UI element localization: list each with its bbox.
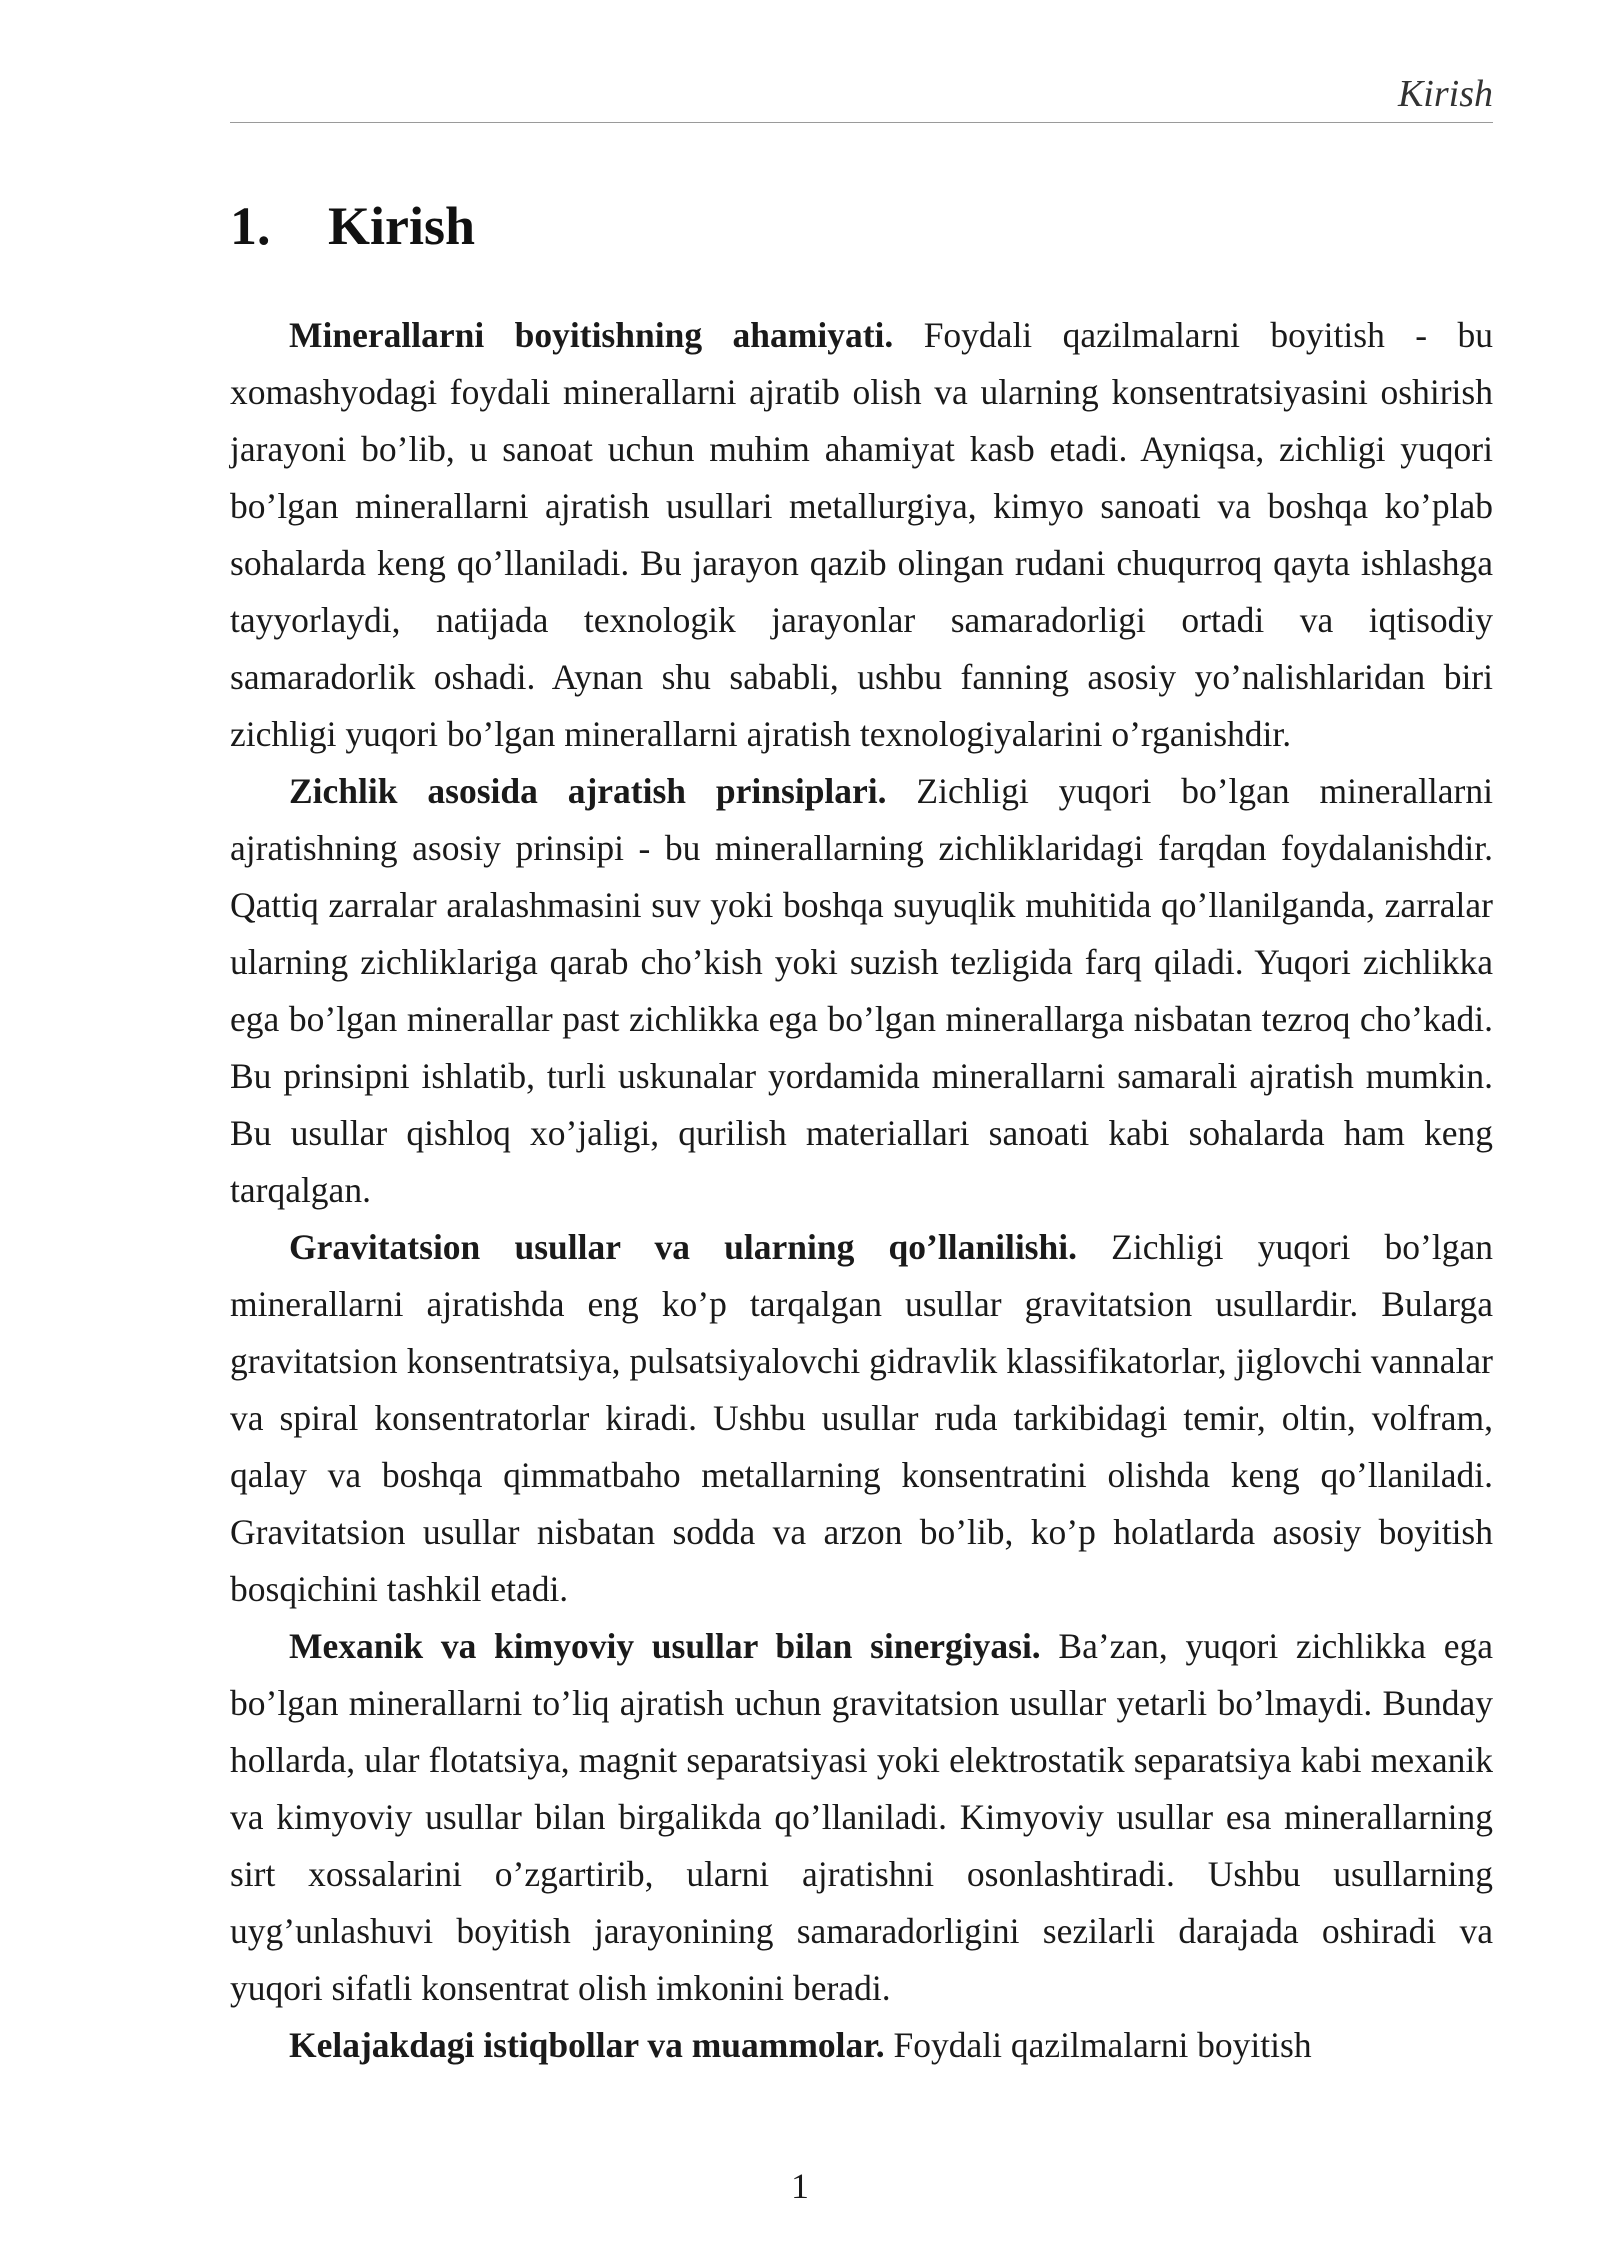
paragraph-density-principles [230,763,1493,1219]
paragraph-lead: Zichlik asosida ajratish prinsiplari. [289,771,887,811]
paragraph-lead: Mexanik va kimyoviy usullar bilan sinergiyasi. [289,1626,1041,1666]
paragraph-text: Foydali qazilmalarni boyitish - bu xomashyodagi foydali minerallarni ajratib olish va ularning konsentratsiyasini oshirish jarayoni bo’lib, u sanoat uchun muhim ahamiyat kasb etadi. Ayniqsa, zichligi yuqori bo’lgan minerallarni ajratish usullari metallurgiya, kimyo sanoati va boshqa ko’plab sohalarda keng qo’llaniladi. Bu jarayon qazib olingan rudani chuqurroq qayta ishlashga tayyorlaydi, natijada texnologik jarayonlar samaradorligi ortadi va iqtisodiy samaradorlik oshadi. Aynan shu sababli, ushbu fanning asosiy yo’nalishlaridan biri zichligi yuqori bo’lgan minerallarni ajratish texnologiyalarini o’rganishdir. [230,315,1494,754]
paragraph-lead: Kelajakdagi istiqbollar va muammolar. [289,2025,885,2065]
paragraph-importance [230,307,1493,763]
running-header: Kirish [1397,73,1493,115]
paragraph-lead: Minerallarni boyitishning ahamiyati. [289,315,894,355]
paragraph-synergy [230,1618,1493,2017]
paragraph-gravity-methods [230,1219,1493,1618]
body-text [230,307,1493,2074]
paragraph-text: Zichligi yuqori bo’lgan minerallarni ajratishning asosiy prinsipi - bu minerallarning zichliklaridagi farqdan foydalanishdir. Qattiq zarralar aralashmasini suv yoki boshqa suyuqlik muhitida qo’llanilganda, zarralar ularning zichliklariga qarab cho’kish yoki suzish tezligida farq qiladi. Yuqori zichlikka ega bo’lgan minerallar past zichlikka ega bo’lgan minerallarga nisbatan tezroq cho’kadi. Bu prinsipni ishlatib, turli uskunalar yordamida minerallarni samarali ajratish mumkin. Bu usullar qishloq xo’jaligi, qurilish materiallari sanoati kabi sohalarda ham keng tarqalgan. [230,771,1493,1210]
paragraph-text: Ba’zan, yuqori zichlikka ega bo’lgan minerallarni to’liq ajratish uchun gravitatsion usullar yetarli bo’lmaydi. Bunday hollarda, ular flotatsiya, magnit separatsiyasi yoki elektrostatik separatsiya kabi mexanik va kimyoviy usullar bilan birgalikda qo’llaniladi. Kimyoviy usullar esa minerallarning sirt xossalarini o’zgartirib, ularni ajratishni osonlashtiradi. Ushbu usullarning uyg’unlashuvi boyitish jarayonining samaradorligini sezilarli darajada oshiradi va yuqori sifatli konsentrat olish imkonini beradi. [230,1626,1493,2008]
chapter-number: 1. [230,196,271,256]
page-number: 1 [791,2166,809,2206]
paragraph-future [230,2017,1493,2074]
chapter-title-text: Kirish [328,196,476,256]
header-divider [230,122,1493,123]
paragraph-lead: Gravitatsion usullar va ularning qo’llanilishi. [289,1227,1077,1267]
chapter-title [230,195,475,257]
paragraph-text: Zichligi yuqori bo’lgan minerallarni ajratishda eng ko’p tarqalgan usullar gravitatsion usullardir. Bularga gravitatsion konsentratsiya, pulsatsiyalovchi gidravlik klassifikatorlar, jiglovchi vannalar va spiral konsentratorlar kiradi. Ushbu usullar ruda tarkibidagi temir, oltin, volfram, qalay va boshqa qimmatbaho metallarning konsentratini olishda keng qo’llaniladi. Gravitatsion usullar nisbatan sodda va arzon bo’lib, ko’p holatlarda asosiy boyitish bosqichini tashkil etadi. [230,1227,1493,1609]
paragraph-text: Foydali qazilmalarni boyitish [884,2025,1312,2065]
